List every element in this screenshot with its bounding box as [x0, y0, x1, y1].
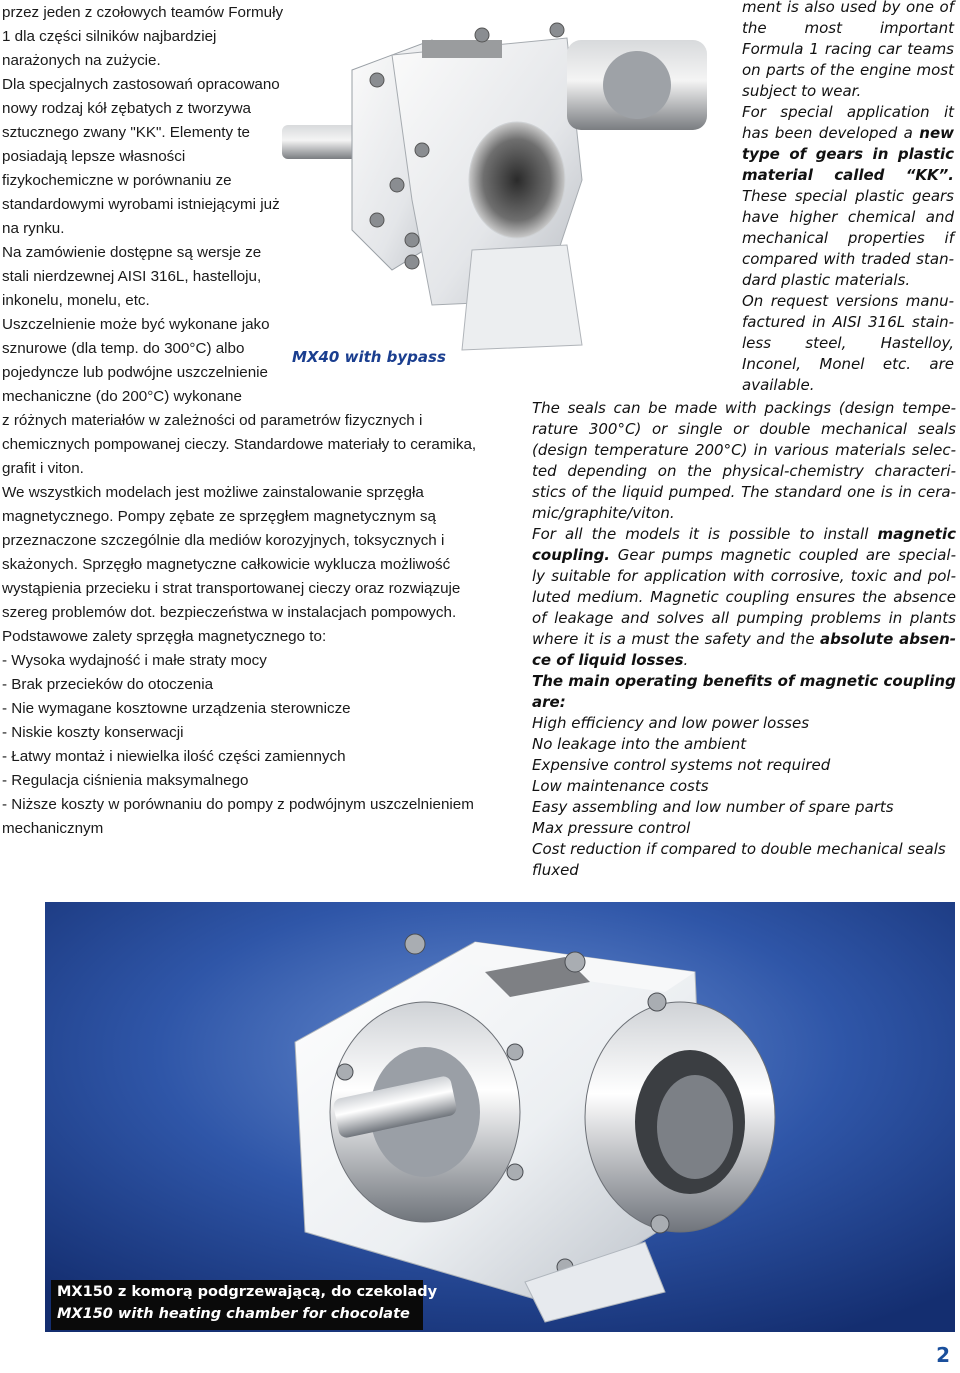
mx150-caption-box [51, 1280, 438, 1330]
english-narrow-column: ment is also used by one of the most important Formula 1 racing car teams on parts of the engine most subject to wear. For special application it has been developed a new type of gears in plastic material called “KK”. These special plastic gears have higher chemical and mechanical properties if compared with traded stan- dard plastic materials. On request versions manu- factured in AISI 316L stain- less steel, Hastelloy, Inconel, Monel etc. are available. [742, 0, 954, 394]
pl-para2: Dla specjalnych zastosowań opracowano nowy rodzaj kół zębatych z tworzywa sztucznego zwany "KK". Elementy te posiadają lepsze własności fizykochemiczne w porównaniu ze standardowymi wyrobami istniejącymi już na rynku. [2, 76, 280, 237]
pl-para5: We wszystkich modelach jest możliwe zainstalowanie sprzęgła magnetycznego. Pompy zębate ze sprzęgłem magnetycznym są przeznaczone szczególnie dla mediów korozyjnych, toksycznych i skażonych. Sprzęgło magnetyczne całkowicie wyklucza możliwość wystąpienia przecieku i strat transportowanej cieczy oraz rozwiązuje szereg problemów dot. bezpieczeństwa w instalacjach pompowych. [2, 484, 461, 621]
mx150-caption-en: MX150 with heating chamber for chocolate [57, 1306, 410, 1322]
pl-para1: przez jeden z czołowych teamów Formuły 1 dla części silników najbardziej narażonych na zużycie. [2, 4, 284, 69]
pl-para3: Na zamówienie dostępne są wersje ze stali nierdzewnej AISI 316L, hastelloju, inkonelu, monelu, etc. [2, 244, 262, 309]
pl-benefits: Podstawowe zalety sprzęgła magnetycznego to: - Wysoka wydajność i małe straty mocy - Brak przecieków do otoczenia - Nie wymagane kosztowne urządzenia sterownicze - Niskie koszty konserwacji - Łatwy montaż i niewielka ilość części zamiennych - Regulacja ciśnienia maksymalnego - Niższe koszty w porównaniu do pompy z podwójnym uszczelnieniem mechanicznym [2, 628, 474, 837]
mx150-pump-illustration [45, 902, 955, 1332]
pl-para4: Uszczelnienie może być wykonane jako sznurowe (dla temp. do 300°C) albo pojedyncze lub podwójne uszczelnienie mechaniczne (do 200°C) wykonane z różnych materiałów w zależności od parametrów fizycznych i chemicznych pompowanej cieczy. Standardowe materiały to ceramika, grafit i viton. [2, 316, 477, 477]
mx150-caption-pl: MX150 z komorą podgrzewającą, do czekolady [57, 1284, 438, 1300]
page-number: 2 [936, 1343, 950, 1367]
polish-text-column [2, 1, 476, 841]
mx150-pump-photo [45, 902, 955, 1332]
mx40-caption: MX40 with bypass [292, 348, 446, 366]
english-wide-column: The seals can be made with packings (design tempe- rature 300°C) or single or double mechanical seals (design temperature 200°C) in various materials selec- ted depending on the physical-chemistry characteri- stics of the liquid pumped. The standard one is in cera- mic/graphite/viton. For all the models it is possible to install magnetic coupling. Gear pumps magnetic coupled are special- ly suitable for application with corrosive, toxic and pol- luted medium. Magnetic coupling ensures the absence of leakage and solves all pumping problems in plants where it is a must the safety and the absolute absen- ce of liquid losses. The main operating benefits of magnetic coupling are: High efficiency and low power losses No leakage into the ambient Expensive control systems not required Low maintenance costs Easy assembling and low number of spare parts Max pressure control Cost reduction if compared to double mechanical seals fluxed [532, 399, 956, 879]
